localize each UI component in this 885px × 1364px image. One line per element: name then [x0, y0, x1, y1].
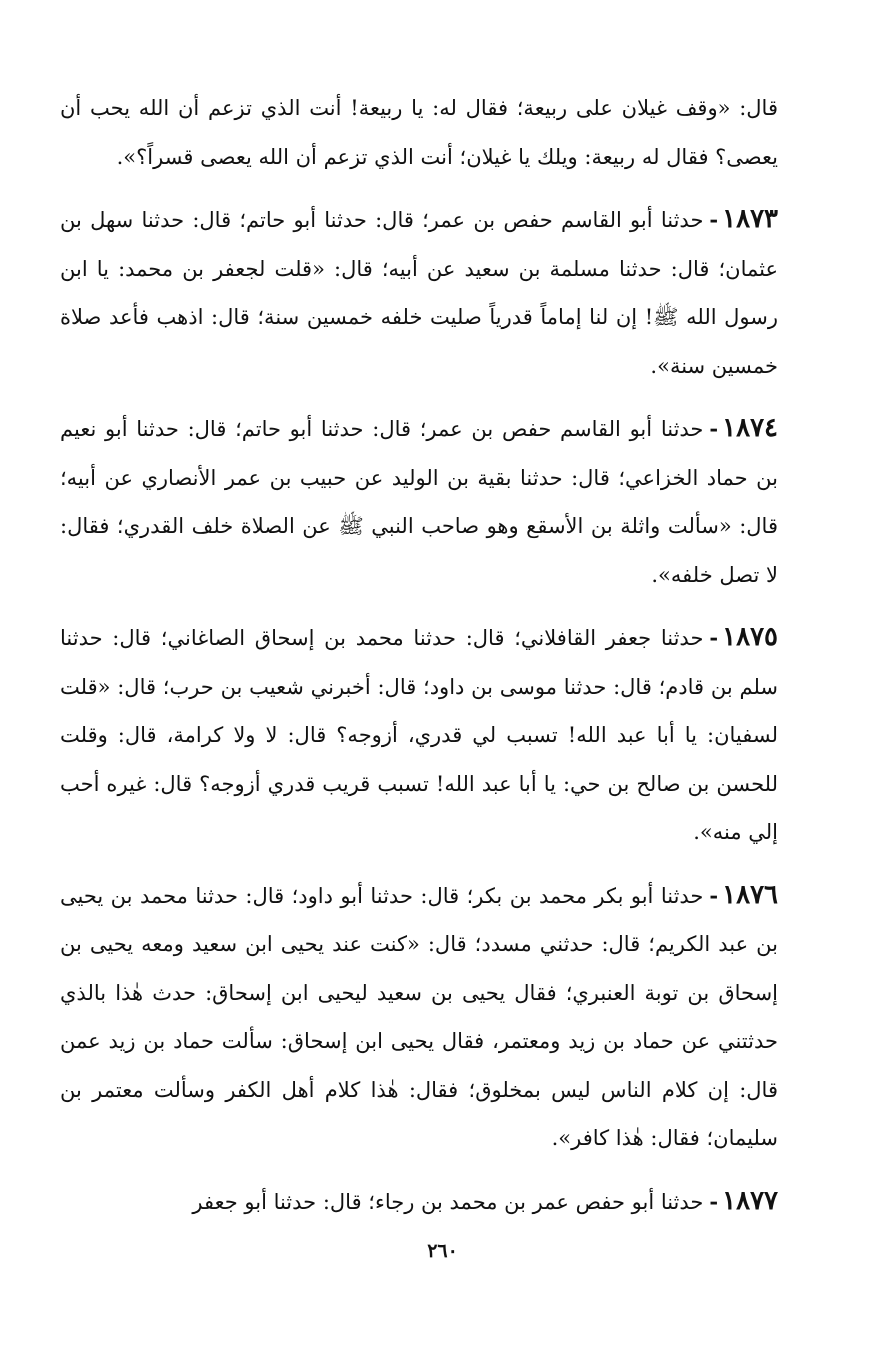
hadith-paragraph-1874: [60, 404, 778, 613]
hadith-paragraph-1875: [60, 613, 778, 871]
hadith-number: ١٨٧٥: [722, 622, 778, 652]
number-dash: -: [709, 882, 719, 908]
hadith-paragraph-1877: [60, 1177, 778, 1241]
number-dash: -: [709, 207, 719, 232]
hadith-text: قال: «وقف غيلان على ربيعة؛ فقال له: يا ربيعة! أنت الذي تزعم أن الله يحب أن يعصى؟ فقال له ربيعة: ويلك يا غيلان؛ أنت الذي تزعم أن الله يعصى قسراً؟».: [60, 96, 778, 169]
page-body: [60, 84, 778, 1240]
hadith-text: حدثنا أبو القاسم حفص بن عمر؛ قال: حدثنا أبو حاتم؛ قال: حدثنا أبو نعيم بن حماد الخزاعي؛ قال: حدثنا بقية بن الوليد عن حبيب بن عمر الأنصاري عن أبيه؛ قال: «سألت واثلة بن الأسقع وهو صاحب النبي ﷺ عن الصلاة خلف القدري؛ فقال: لا تصل خلفه».: [60, 417, 778, 587]
hadith-paragraph-1876: [60, 871, 778, 1177]
hadith-text: حدثنا أبو حفص عمر بن محمد بن رجاء؛ قال: حدثنا أبو جعفر: [192, 1189, 704, 1214]
number-dash: -: [709, 416, 719, 441]
number-dash: -: [709, 625, 719, 650]
hadith-number: ١٨٧٤: [722, 413, 778, 443]
hadith-number: ١٨٧٣: [722, 204, 778, 234]
hadith-text: حدثنا جعفر القافلاني؛ قال: حدثنا محمد بن إسحاق الصاغاني؛ قال: حدثنا سلم بن قادم؛ قال: حدثنا موسى بن داود؛ قال: أخبرني شعيب بن حرب؛ قال: «قلت لسفيان: يا أبا عبد الله! تسبب لي قدري، أزوجه؟ قال: لا ولا كرامة، قال: وقلت للحسن بن صالح بن حي: يا أبا عبد الله! تسبب قريب قدري أزوجه؟ قال: غيره أحب إلي منه».: [60, 626, 778, 844]
hadith-paragraph-continuation: [60, 84, 778, 195]
hadith-paragraph-1873: [60, 195, 778, 404]
hadith-text: حدثنا أبو القاسم حفص بن عمر؛ قال: حدثنا أبو حاتم؛ قال: حدثنا سهل بن عثمان؛ قال: حدثنا مسلمة بن سعيد عن أبيه؛ قال: «قلت لجعفر بن محمد: يا ابن رسول الله ﷺ! إن لنا إماماً قدرياً صليت خلفه خمسين سنة؛ قال: اذهب فأعد صلاة خمسين سنة».: [60, 208, 778, 378]
hadith-text: حدثنا أبو بكر محمد بن بكر؛ قال: حدثنا أبو داود؛ قال: حدثنا محمد بن يحيى بن عبد الكريم؛ قال: حدثني مسدد؛ قال: «كنت عند يحيى ابن سعيد ومعه يحيى بن إسحاق بن توبة العنبري؛ فقال يحيى بن سعيد ليحيى ابن إسحاق: حدث هٰذا بالذي حدثتني عن حماد بن زيد ومعتمر، فقال يحيى ابن إسحاق: سألت حماد بن زيد عمن قال: إن كلام الناس ليس بمخلوق؛ فقال: هٰذا كلام أهل الكفر وسألت معتمر بن سليمان؛ فقال: هٰذا كافر».: [60, 883, 778, 1150]
number-dash: -: [709, 1188, 719, 1214]
page-number: ٢٦٠: [427, 1240, 458, 1262]
hadith-number: ١٨٧٦: [722, 879, 778, 910]
hadith-number: ١٨٧٧: [722, 1185, 778, 1216]
